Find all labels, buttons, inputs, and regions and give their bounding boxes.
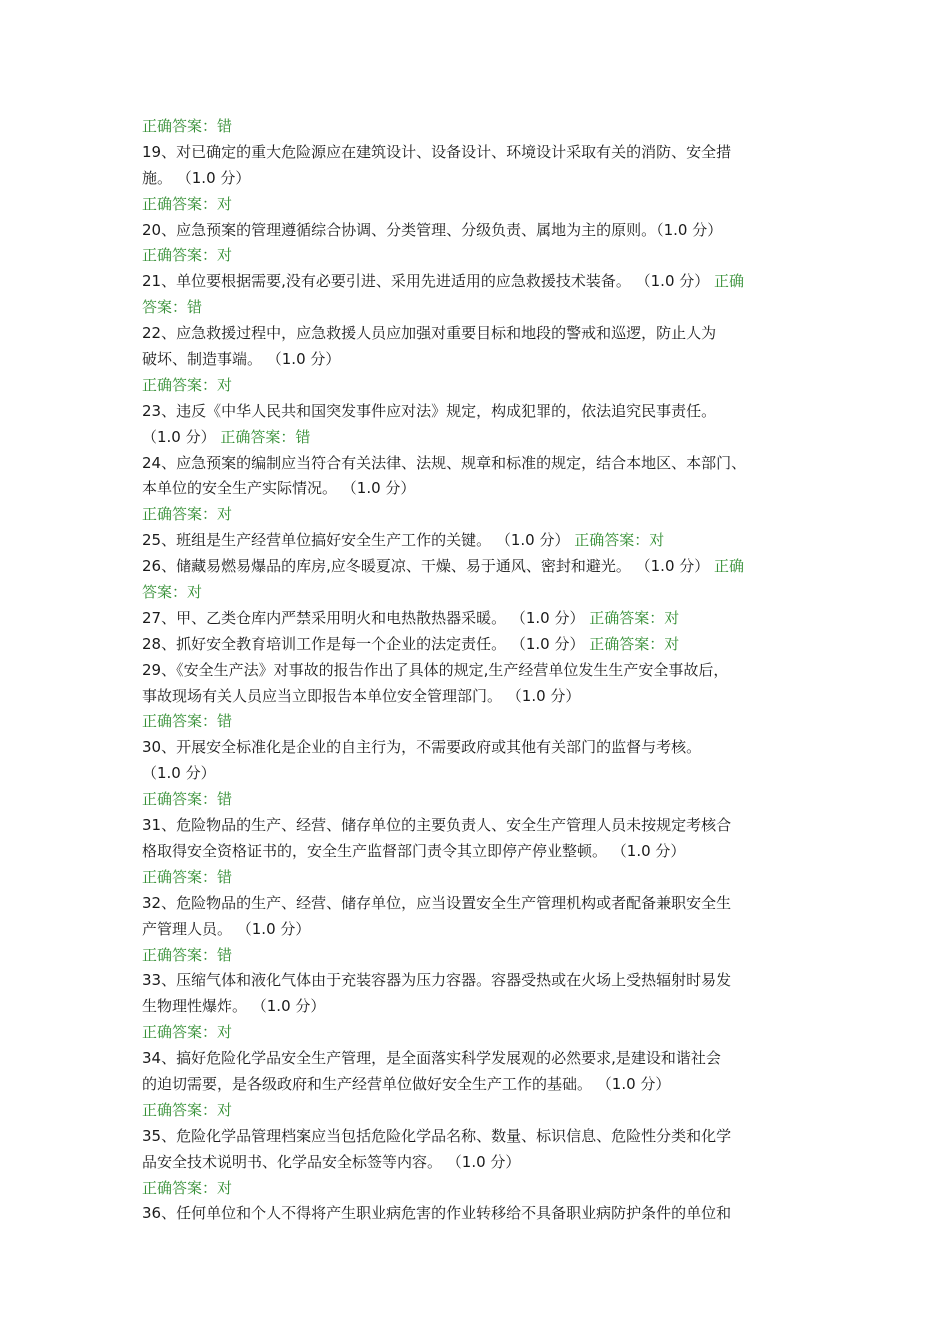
text-line	[142, 321, 842, 347]
question-text: 品安全技术说明书、化学品安全标签等内容。 （1.0 分）	[142, 1152, 521, 1171]
question-text: 20、应急预案的管理遵循综合协调、分类管理、分级负责、属地为主的原则。（1.0 分）	[142, 220, 723, 239]
text-line	[142, 476, 842, 502]
text-line	[142, 709, 842, 735]
question-text: 施。 （1.0 分）	[142, 168, 251, 187]
text-line	[142, 1124, 842, 1150]
text-line	[142, 373, 842, 399]
text-line	[142, 140, 842, 166]
text-line	[142, 632, 842, 658]
text-line	[142, 1176, 842, 1202]
answer-text: 正确答案：对	[142, 1100, 233, 1119]
text-line	[142, 554, 842, 580]
text-line	[142, 347, 842, 373]
question-text: 24、应急预案的编制应当符合有关法律、法规、规章和标准的规定，结合本地区、本部门、	[142, 453, 747, 472]
answer-text: 正确答案：对	[142, 194, 233, 213]
text-line	[142, 192, 842, 218]
text-line	[142, 243, 842, 269]
text-line	[142, 761, 842, 787]
question-text: 32、危险物品的生产、经营、储存单位，应当设置安全生产管理机构或者配备兼职安全生	[142, 893, 732, 912]
text-line	[142, 451, 842, 477]
answer-text: 正确答案：对	[142, 1178, 233, 1197]
question-text: 25、班组是生产经营单位搞好安全生产工作的关键。 （1.0 分）	[142, 531, 575, 550]
text-line	[142, 218, 842, 244]
question-text: 23、违反《中华人民共和国突发事件应对法》规定，构成犯罪的，依法追究民事责任。	[142, 401, 717, 420]
answer-text: 正确答案：对	[142, 375, 233, 394]
text-line	[142, 1020, 842, 1046]
question-text: 33、压缩气体和液化气体由于充装容器为压力容器。容器受热或在火场上受热辐射时易发	[142, 971, 732, 990]
question-text: 27、甲、乙类仓库内严禁采用明火和电热散热器采暖。 （1.0 分）	[142, 608, 590, 627]
answer-text: 答案：错	[142, 298, 203, 317]
answer-text: 正确答案：对	[589, 634, 680, 653]
text-line	[142, 735, 842, 761]
text-line	[142, 943, 842, 969]
text-line	[142, 968, 842, 994]
document-page	[142, 114, 842, 1227]
text-line	[142, 917, 842, 943]
answer-text: 正确答案：错	[142, 712, 233, 731]
question-text: 36、任何单位和个人不得将产生职业病危害的作业转移给不具备职业病防护条件的单位和	[142, 1204, 732, 1223]
text-line	[142, 606, 842, 632]
question-text: 28、抓好安全教育培训工作是每一个企业的法定责任。 （1.0 分）	[142, 634, 590, 653]
answer-text: 正确答案：对	[589, 608, 680, 627]
text-line	[142, 528, 842, 554]
question-text: 35、危险化学品管理档案应当包括危险化学品名称、数量、标识信息、危险性分类和化学	[142, 1126, 732, 1145]
text-line	[142, 684, 842, 710]
text-line	[142, 1201, 842, 1227]
text-line	[142, 114, 842, 140]
question-text: 31、危险物品的生产、经营、储存单位的主要负责人、安全生产管理人员未按规定考核合	[142, 816, 732, 835]
text-line	[142, 1072, 842, 1098]
text-line	[142, 839, 842, 865]
answer-text: 正确	[714, 272, 745, 291]
answer-text: 正确答案：对	[142, 246, 233, 265]
text-line	[142, 580, 842, 606]
question-text: 本单位的安全生产实际情况。 （1.0 分）	[142, 479, 416, 498]
question-text: 19、对已确定的重大危险源应在建筑设计、设备设计、环境设计采取有关的消防、安全措	[142, 142, 732, 161]
text-line	[142, 787, 842, 813]
answer-text: 答案：对	[142, 583, 203, 602]
text-line	[142, 166, 842, 192]
answer-text: 正确答案：错	[142, 117, 233, 135]
question-text: 34、搞好危险化学品安全生产管理，是全面落实科学发展观的必然要求,是建设和谐社会	[142, 1049, 721, 1068]
question-text: 破坏、制造事端。 （1.0 分）	[142, 350, 341, 369]
answer-text: 正确答案：错	[220, 427, 311, 446]
text-line	[142, 1098, 842, 1124]
text-line	[142, 502, 842, 528]
question-text: 30、开展安全标准化是企业的自主行为，不需要政府或其他有关部门的监督与考核。	[142, 738, 702, 757]
question-text: 格取得安全资格证书的，安全生产监督部门责令其立即停产停业整顿。 （1.0 分）	[142, 841, 686, 860]
answer-text: 正确答案：错	[142, 790, 233, 809]
answer-text: 正确答案：错	[142, 945, 233, 964]
question-text: 事故现场有关人员应当立即报告本单位安全管理部门。 （1.0 分）	[142, 686, 581, 705]
text-line	[142, 813, 842, 839]
question-text: 29、《安全生产法》对事故的报告作出了具体的规定,生产经营单位发生生产安全事故后，	[142, 660, 729, 679]
text-line	[142, 658, 842, 684]
question-text: 产管理人员。 （1.0 分）	[142, 919, 311, 938]
question-text: （1.0 分）	[142, 427, 221, 446]
question-text: 22、应急救援过程中，应急救援人员应加强对重要目标和地段的警戒和巡逻，防止人为	[142, 324, 717, 343]
answer-text: 正确答案：错	[142, 867, 233, 886]
text-line	[142, 295, 842, 321]
question-text: 21、单位要根据需要,没有必要引进、采用先进适用的应急救援技术装备。 （1.0 分）	[142, 272, 715, 291]
text-line	[142, 1046, 842, 1072]
answer-text: 正确答案：对	[574, 531, 665, 550]
text-line	[142, 269, 842, 295]
answer-text: 正确	[714, 557, 745, 576]
text-line	[142, 891, 842, 917]
answer-text: 正确答案：对	[142, 1023, 233, 1042]
question-text: （1.0 分）	[142, 764, 216, 783]
question-text: 26、储藏易燃易爆品的库房,应冬暖夏凉、干燥、易于通风、密封和避光。 （1.0 分）	[142, 557, 715, 576]
question-text: 的迫切需要，是各级政府和生产经营单位做好安全生产工作的基础。 （1.0 分）	[142, 1074, 671, 1093]
text-line	[142, 1150, 842, 1176]
text-line	[142, 994, 842, 1020]
text-line	[142, 425, 842, 451]
text-line	[142, 399, 842, 425]
answer-text: 正确答案：对	[142, 505, 233, 524]
text-line	[142, 865, 842, 891]
question-text: 生物理性爆炸。 （1.0 分）	[142, 997, 326, 1016]
